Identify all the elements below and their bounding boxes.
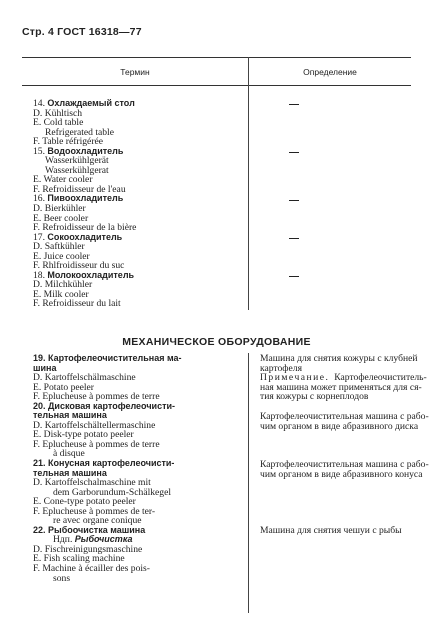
term-line: F. Rhlfroidisseur du suc [33, 260, 125, 272]
term-line: E. Disk-type potato peeler [33, 429, 134, 441]
definition-line: ная машина может применяться для ся- [260, 381, 422, 393]
term-entry-19: 19. Картофелеочистительная ма- [33, 353, 182, 363]
term-line: F. Eplucheuse à pommes de ter- [33, 505, 156, 517]
term-line: D. Fischreinigungsmaschine [33, 543, 143, 555]
no-definition-dash-14 [289, 104, 299, 105]
term-line: E. Fish scaling machine [33, 553, 125, 565]
definition-line: Машина для снятия чешуи с рыбы [260, 525, 402, 536]
term-line: F. Machine à écailler des pois- [33, 563, 150, 575]
page-header: Стр. 4 ГОСТ 16318—77 [22, 26, 142, 38]
term-line: E. Water cooler [33, 174, 93, 186]
term-line: à disque [53, 448, 85, 460]
column-header-definition: Определение [303, 67, 357, 77]
term-line: E. Cold table [33, 117, 84, 129]
definition-line: Машина для снятия кожуры с клубней [260, 353, 418, 364]
term-line: F. Table réfrigérée [33, 136, 104, 148]
definition-line: чим органом в виде абразивного конуса [260, 468, 423, 480]
term-line: re avec organe conique [53, 515, 142, 527]
term-entry-22: 22. Рыбоочистка машина [33, 524, 146, 535]
term-line: E. Cone-type potato peeler [33, 496, 136, 508]
term-entry-21: 21. Конусная картофелеочисти- [33, 458, 175, 469]
term-line: Wasserkühlgerat [45, 164, 109, 176]
table-header-rule [22, 85, 411, 86]
definition-line: чим органом в виде абразивного диска [260, 420, 419, 432]
term-line: E. Juice cooler [33, 250, 90, 262]
no-definition-dash-18 [289, 276, 299, 277]
definition-19 [260, 353, 427, 403]
term-line: F. Eplucheuse à pommes de terre [33, 391, 160, 403]
term-line: Refrigerated table [45, 126, 114, 138]
term-line: D. Bierkühler [33, 203, 86, 215]
definition-line: картофеля [260, 362, 302, 374]
no-definition-dash-16 [289, 200, 299, 201]
term-line: тельная машина [33, 467, 107, 478]
term-entry-17: 17. Сокоохладитель [33, 231, 123, 243]
term-line: F. Refroidisseur de l'eau [33, 183, 126, 195]
term-line: D. Kühltisch [33, 107, 83, 119]
term-entry-14: 14. Охлаждаемый стол [33, 98, 135, 109]
definition-line: Картофелеочистительная машина с рабо- [260, 459, 429, 470]
term-line: D. Kartoffelschälmaschine [33, 372, 136, 384]
definition-note: Примечание. Картофелеочиститель- [260, 372, 427, 384]
term-line: E. Potato peeler [33, 381, 95, 393]
term-line: E. Milk cooler [33, 288, 89, 300]
term-entry-20: 20. Дисковая картофелеочисти- [33, 400, 176, 411]
column-header-term: Термин [120, 67, 150, 77]
section-title: МЕХАНИЧЕСКОЕ ОБОРУДОВАНИЕ [122, 336, 311, 348]
definition-line: тия кожуры с корнеплодов [260, 391, 369, 403]
terms-list [33, 99, 233, 309]
term-line: F. Refroidisseur de la bière [33, 222, 137, 234]
term-line: тельная машина [33, 410, 107, 421]
term-line: dem Garborundum-Schälkegel [53, 486, 172, 498]
term-line: D. Kartoffelschältellermaschine [33, 419, 156, 431]
column-divider [248, 57, 249, 310]
term-line: F. Eplucheuse à pommes de terre [33, 438, 160, 450]
table-top-rule [22, 57, 411, 58]
definition-20 [260, 411, 429, 432]
no-definition-dash-17 [289, 238, 299, 239]
term-line: D. Kartoffelschalmaschine mit [33, 477, 151, 489]
no-definition-dash-15 [289, 152, 299, 153]
term-line: E. Beer cooler [33, 212, 89, 224]
term-line: шина [33, 362, 57, 373]
term-entry-16: 16. Пивоохладитель [33, 193, 124, 205]
column-divider-2 [248, 353, 249, 613]
definition-line: Картофелеочистительная машина с рабо- [260, 411, 429, 422]
term-line: Wasserkühlgerät [45, 155, 109, 167]
term-line: Ндп. Рыбочистка [53, 534, 133, 546]
term-entry-18: 18. Молокоохладитель [33, 269, 135, 281]
definition-21 [260, 459, 429, 480]
term-line: F. Refroidisseur du lait [33, 298, 121, 310]
term-entry-15: 15. Водоохладитель [33, 145, 124, 157]
definition-22 [260, 526, 410, 536]
mechanical-terms-list [33, 354, 233, 583]
term-line: sons [53, 572, 71, 584]
term-line: D. Saftkühler [33, 241, 85, 253]
term-line: D. Milchkühler [33, 279, 93, 291]
